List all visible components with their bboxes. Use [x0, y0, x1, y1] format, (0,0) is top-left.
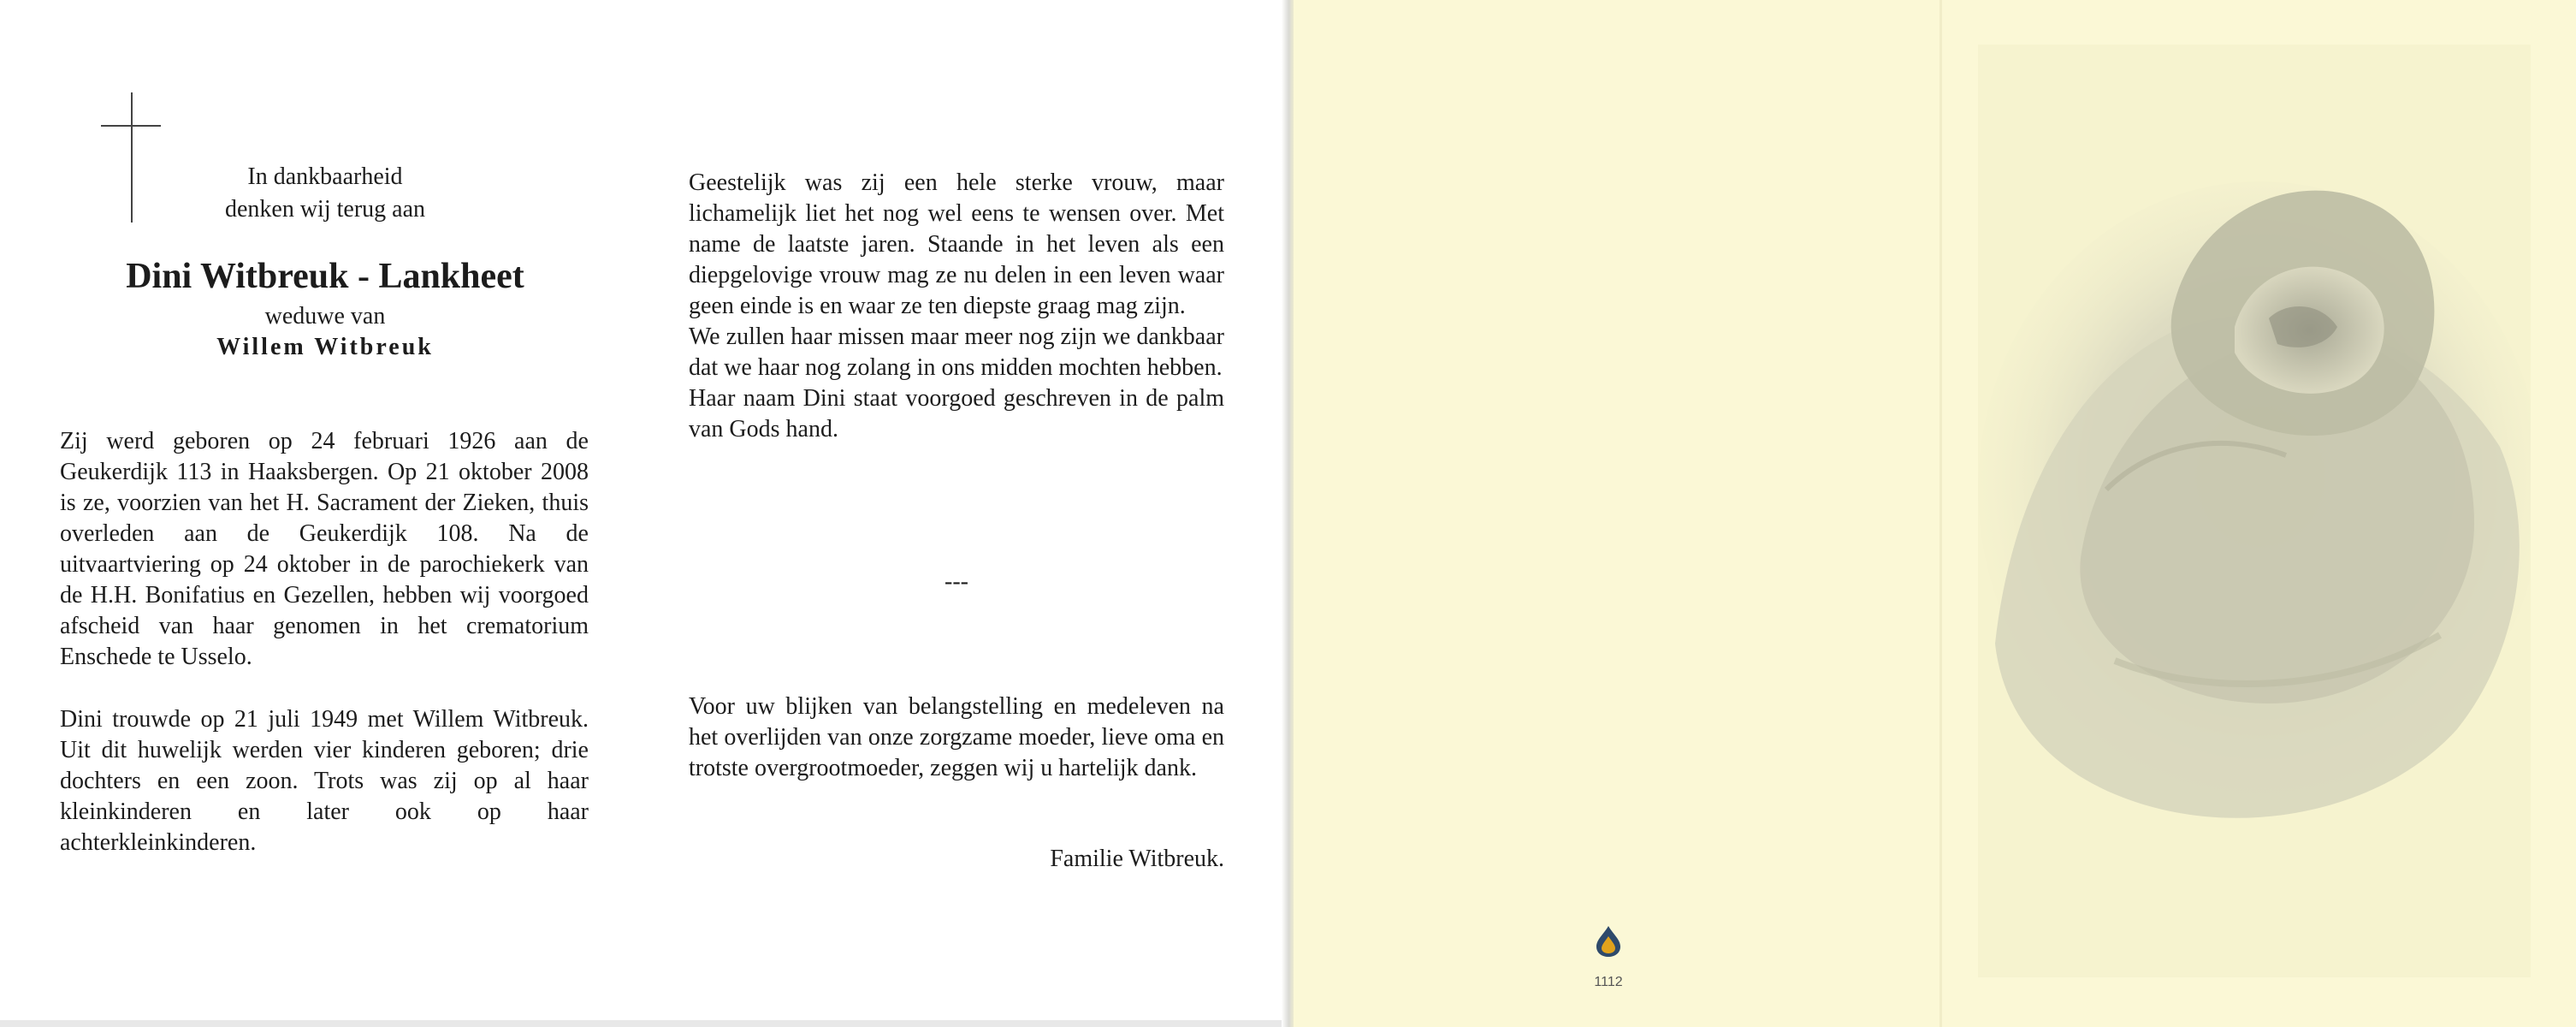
relation-text: weduwe van	[264, 303, 386, 329]
family-signature: Familie Witbreuk.	[1050, 846, 1224, 872]
thanks-paragraph: Voor uw blijken van belangstelling en medeleven na het overlijden van onze zorgzame moeder, lieve oma en trotste overgrootmoeder, zeggen wij u hartelijk dank.	[689, 693, 1224, 781]
spirit-text	[689, 168, 1224, 445]
intro-line-1: In dankbaarheid	[247, 163, 403, 190]
cross-vertical-bar	[131, 92, 133, 223]
card-inside	[0, 0, 1288, 1020]
scan-edge	[0, 1020, 1288, 1027]
spouse-name: Willem Witbreuk	[216, 334, 434, 360]
rose-image	[1978, 45, 2531, 977]
birth-paragraph: Zij werd geboren op 24 februari 1926 aan de Geukerdijk 113 in Haaksbergen. Op 21 oktober 2008 is ze, voorzien van het H. Sacrament der Zieken, thuis overleden aan de Geukerdijk 108. Na de uitvaartviering op 24 oktober in de parochiekerk van de H.H. Bonifatius en Gezellen, hebben wij voorgoed afscheid van haar genomen in het crematorium Enschede te Usselo.	[60, 428, 589, 670]
spirit-paragraph-2: We zullen haar missen maar meer nog zijn we dankbaar dat we haar nog zolang in ons midden mochten hebben.	[689, 324, 1224, 381]
intro-line-2: denken wij terug aan	[224, 196, 426, 223]
marriage-paragraph: Dini trouwde op 21 juli 1949 met Willem Witbreuk. Uit dit huwelijk werden vier kinderen geboren; drie dochters en een zoon. Trots was zij op al haar kleinkinderen en later ook op haar achterkleinkinderen.	[60, 706, 589, 856]
separator-dashes: ---	[945, 568, 968, 595]
flame-logo-icon	[1591, 924, 1626, 959]
sheet-gap	[1282, 0, 1294, 1027]
cross-horizontal-bar	[101, 125, 161, 127]
deceased-name: Dini Witbreuk - Lankheet	[126, 257, 524, 296]
spirit-paragraph-3: Haar naam Dini staat voorgoed geschreven in de palm van Gods hand.	[689, 385, 1224, 442]
spirit-paragraph-1: Geestelijk was zij een hele sterke vrouw, maar lichamelijk liet het nog wel eens te wensen over. Met name de laatste jaren. Staande in het leven als een diepgelovige vrouw mag ze nu delen in een leven waar geen einde is en waar ze ten diepste graag mag zijn.	[689, 169, 1224, 319]
outside-fold-line	[1939, 0, 1942, 1027]
design-number: 1112	[1594, 975, 1623, 989]
intro-text	[171, 161, 479, 226]
